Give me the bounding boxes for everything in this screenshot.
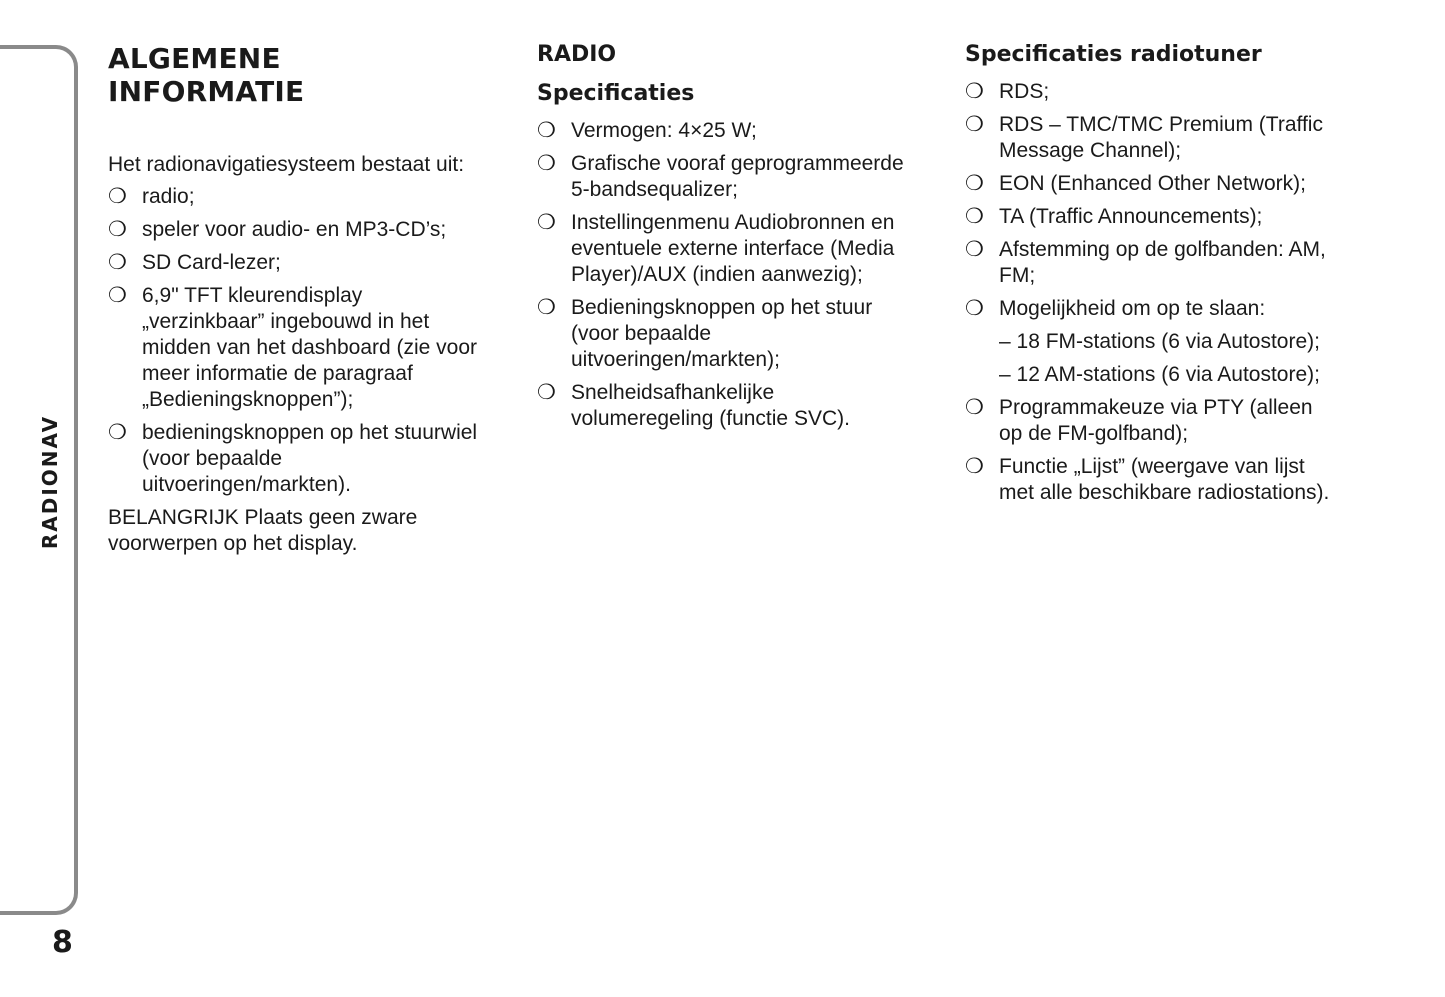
circle-bullet-icon: ❍ xyxy=(965,297,984,320)
component-list xyxy=(108,184,480,498)
circle-bullet-icon: ❍ xyxy=(537,119,556,142)
list-item: ❍ EON (Enhanced Other Network); xyxy=(965,172,1306,195)
circle-bullet-icon: ❍ xyxy=(965,80,984,103)
list-item: ❍ 6,9" TFT kleurendisplay „verzinkbaar” ingebouwd in het midden van het dashboard (zie voor meer informatie de paragraaf „Bedieningsknoppen”); xyxy=(108,284,478,411)
list-item: ❍ SD Card-lezer; xyxy=(108,251,281,274)
circle-bullet-icon: ❍ xyxy=(965,396,984,419)
list-item: ❍ Functie „Lijst” (weergave van lijst met alle beschikbare radiostations). xyxy=(965,455,1330,504)
section-title: RADIO xyxy=(537,42,617,67)
circle-bullet-icon: ❍ xyxy=(965,455,984,478)
list-item: ❍ RDS – TMC/TMC Premium (Traffic Message Channel); xyxy=(965,113,1323,162)
circle-bullet-icon: ❍ xyxy=(108,185,127,208)
circle-bullet-icon: ❍ xyxy=(537,296,556,319)
list-item: ❍ Afstemming op de golfbanden: AM, FM; xyxy=(965,238,1326,287)
list-item: ❍ Vermogen: 4×25 W; xyxy=(537,119,757,142)
tuner-specifications-list xyxy=(965,79,1337,506)
circle-bullet-icon: ❍ xyxy=(108,421,127,444)
page-number: 8 xyxy=(52,925,73,960)
sub-list-item: – 12 AM-stations (6 via Autostore); xyxy=(999,363,1320,386)
intro-text: Het radionavigatiesysteem bestaat uit: xyxy=(108,153,465,176)
circle-bullet-icon: ❍ xyxy=(537,381,556,404)
list-item: ❍ bedieningsknoppen op het stuurwiel (voor bepaalde uitvoeringen/markten). xyxy=(108,421,478,496)
column-radio xyxy=(537,42,909,439)
circle-bullet-icon: ❍ xyxy=(965,238,984,261)
list-item: ❍ speler voor audio- en MP3-CD’s; xyxy=(108,218,447,241)
circle-bullet-icon: ❍ xyxy=(108,284,127,307)
important-note: BELANGRIJK Plaats geen zware voorwerpen op het display. xyxy=(108,506,418,555)
specifications-list xyxy=(537,118,909,432)
section-title: ALGEMENE INFORMATIE xyxy=(108,42,305,108)
column-general-info xyxy=(108,42,480,557)
circle-bullet-icon: ❍ xyxy=(537,152,556,175)
circle-bullet-icon: ❍ xyxy=(108,251,127,274)
list-item: ❍ Bedieningsknoppen op het stuur (voor bepaalde uitvoeringen/markten); xyxy=(537,296,873,371)
list-item: ❍ TA (Traffic Announcements); xyxy=(965,205,1263,228)
subsection-title: Specificaties xyxy=(537,81,695,106)
circle-bullet-icon: ❍ xyxy=(108,218,127,241)
list-item: ❍ RDS; xyxy=(965,80,1050,103)
section-label: RADIONAV xyxy=(38,414,62,550)
sub-list-item: – 18 FM-stations (6 via Autostore); xyxy=(999,330,1320,353)
circle-bullet-icon: ❍ xyxy=(965,113,984,136)
list-item: ❍ Mogelijkheid om op te slaan: xyxy=(965,297,1266,320)
list-item: ❍ Instellingenmenu Audiobronnen en eventuele externe interface (Media Player)/AUX (indien aanwezig); xyxy=(537,211,895,286)
list-item: ❍ radio; xyxy=(108,185,195,208)
section-title: Specificaties radiotuner xyxy=(965,42,1262,67)
column-tuner-specs xyxy=(965,42,1337,513)
list-item: ❍ Grafische vooraf geprogrammeerde 5-bandsequalizer; xyxy=(537,152,904,201)
list-item: ❍ Snelheidsafhankelijke volumeregeling (functie SVC). xyxy=(537,381,850,430)
list-item: ❍ Programmakeuze via PTY (alleen op de FM-golfband); xyxy=(965,396,1313,445)
circle-bullet-icon: ❍ xyxy=(965,172,984,195)
circle-bullet-icon: ❍ xyxy=(965,205,984,228)
circle-bullet-icon: ❍ xyxy=(537,211,556,234)
